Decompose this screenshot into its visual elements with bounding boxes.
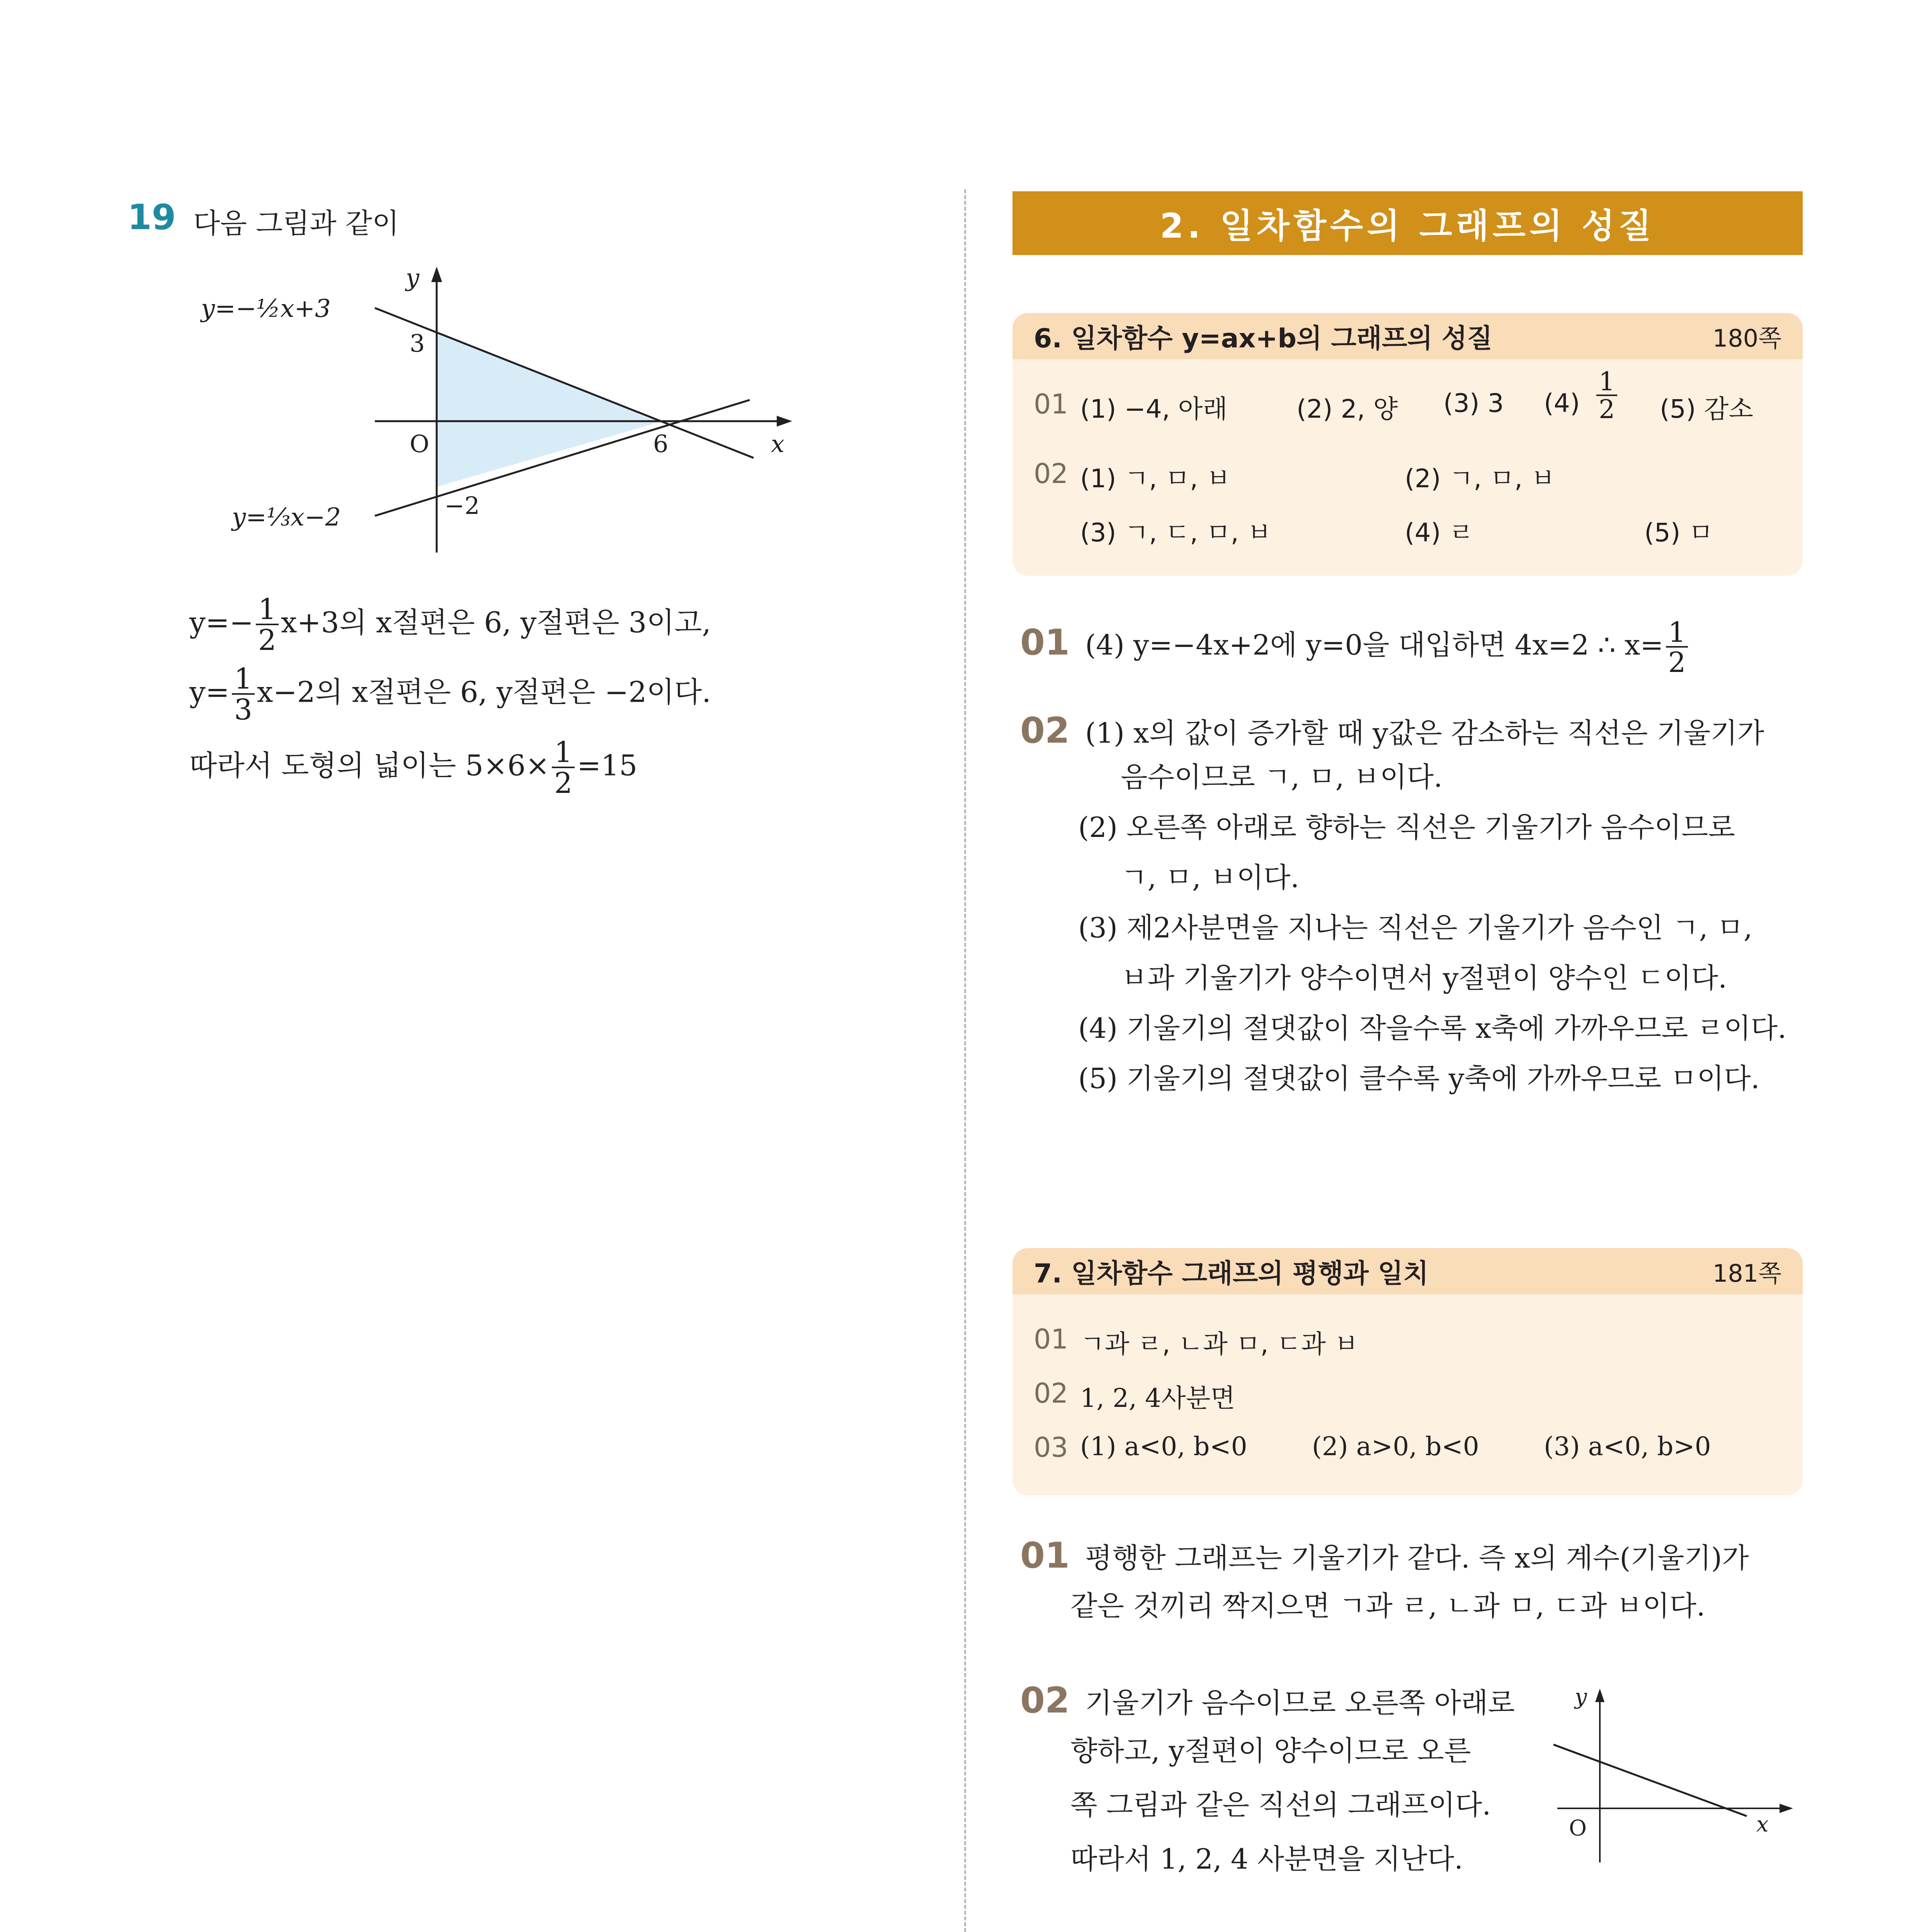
shaded-triangle — [437, 332, 663, 487]
box-6-header — [1012, 313, 1803, 359]
small-origin: O — [1569, 1816, 1587, 1841]
answer-box-6: 6. 일차함수 y=ax+b의 그래프의 성질 180쪽 01 (1) −4, 아래 (2) 2, 양 (3) 3 (4) $\frac{1}{2}$ (5) 감소 02 (1) ㄱ, ㅁ, ㅂ (2) ㄱ, ㅁ, ㅂ (3) ㄱ, ㄷ, ㅁ, ㅂ (4) ㄹ (5) ㅁ — [1012, 313, 1803, 576]
solution-6-02: 02 (1) x의 값이 증가할 때 y값은 감소하는 직선은 기울기가 — [1020, 710, 1764, 751]
graph-tick-6: 6 — [653, 430, 669, 458]
column-divider — [964, 189, 966, 1932]
solution-6-02-3b: ㅂ과 기울기가 양수이면서 y절편이 양수인 ㄷ이다. — [1121, 962, 1727, 994]
box-7-row-1: 01 ㄱ과 ㄹ, ㄴ과 ㅁ, ㄷ과 ㅂ — [1034, 1323, 1359, 1359]
graph-x-label: x — [771, 430, 784, 458]
solution-6-01: 01 (4) y=−4x+2에 y=0을 대입하면 4x=2 ∴ x= $\frac{1}{2}$ — [1020, 618, 1690, 676]
box-6-page: 180쪽 — [1712, 324, 1781, 352]
solution-7-02d: 따라서 1, 2, 4 사분면을 지난다. — [1070, 1843, 1463, 1875]
y-axis-arrow — [431, 267, 442, 282]
graph-origin: O — [410, 430, 429, 458]
section-banner: 2. 일차함수의 그래프의 성질 — [1012, 191, 1803, 255]
triangle-graph — [174, 251, 831, 568]
x-axis-arrow — [777, 416, 792, 427]
solution-7-02: 02 기울기가 음수이므로 오른쪽 아래로 — [1020, 1680, 1515, 1721]
solution-7-02b: 향하고, y절편이 양수이므로 오른 — [1070, 1735, 1471, 1767]
box-6-row-2: 02 (1) ㄱ, ㅁ, ㅂ (2) ㄱ, ㅁ, ㅂ — [1034, 458, 1555, 493]
problem-number: 19 — [128, 197, 176, 238]
solution-6-02-1b: 음수이므로 ㄱ, ㅁ, ㅂ이다. — [1121, 761, 1443, 793]
small-y-arrow — [1595, 1689, 1604, 1702]
box-7-row-2: 02 1, 2, 4사분면 — [1034, 1378, 1235, 1413]
box-7-row-3: 03 (1) a<0, b<0 (2) a>0, b<0 (3) a<0, b>0 — [1034, 1432, 1711, 1463]
solution-7-02c: 쪽 그림과 같은 직선의 그래프이다. — [1070, 1789, 1491, 1821]
left-text-line-2: y= $\frac{1}{3}$ x−2의 x절편은 6, y절편은 −2이다. — [189, 662, 711, 726]
solution-6-02-2b: ㄱ, ㅁ, ㅂ이다. — [1121, 861, 1300, 894]
solution-6-02-5: (5) 기울기의 절댓값이 클수록 y축에 가까우므로 ㅁ이다. — [1078, 1062, 1760, 1095]
solution-6-02-2: (2) 오른쪽 아래로 향하는 직선은 기울기가 음수이므로 — [1078, 811, 1735, 844]
solution-7-01: 01 평행한 그래프는 기울기가 같다. 즉 x의 계수(기울기)가 — [1020, 1535, 1749, 1576]
small-x-label: x — [1756, 1812, 1769, 1837]
small-x-arrow — [1780, 1804, 1793, 1813]
graph-line1-label: y=−½x+3 — [201, 294, 331, 323]
graph-y-label: y — [406, 264, 420, 292]
solution-7-01b: 같은 것끼리 짝지으면 ㄱ과 ㄹ, ㄴ과 ㅁ, ㄷ과 ㅂ이다. — [1070, 1590, 1705, 1622]
box-7-page: 181쪽 — [1712, 1259, 1781, 1287]
problem-question: 다음 그림과 같이 — [193, 207, 399, 240]
solution-6-02-3: (3) 제2사분면을 지나는 직선은 기울기가 음수인 ㄱ, ㅁ, — [1078, 912, 1752, 944]
small-line-graph — [1546, 1673, 1797, 1878]
small-graph-line — [1553, 1745, 1747, 1816]
answer-box-7 — [1012, 1248, 1803, 1495]
box-6-row-1: 01 (1) −4, 아래 (2) 2, 양 (3) 3 (4) $\frac{1}{2}$ (5) 감소 — [1034, 367, 1753, 424]
box-7-header — [1012, 1248, 1803, 1294]
small-y-label: y — [1575, 1684, 1587, 1709]
solution-6-02-4: (4) 기울기의 절댓값이 작을수록 x축에 가까우므로 ㄹ이다. — [1078, 1012, 1786, 1044]
graph-line2-label: y=⅓x−2 — [232, 503, 341, 532]
left-text-line-3: 따라서 도형의 넓이는 5×6× $\frac{1}{2}$ =15 — [189, 736, 638, 800]
box-6-title: 6. 일차함수 y=ax+b의 그래프의 성질 — [1034, 323, 1493, 354]
box-7-title: 7. 일차함수 그래프의 평행과 일치 — [1034, 1258, 1429, 1289]
left-text-line-1: y=− $\frac{1}{2}$ x+3의 x절편은 6, y절편은 3이고, — [189, 593, 711, 657]
graph-tick-neg2: −2 — [444, 492, 480, 520]
graph-tick-3: 3 — [410, 329, 425, 357]
